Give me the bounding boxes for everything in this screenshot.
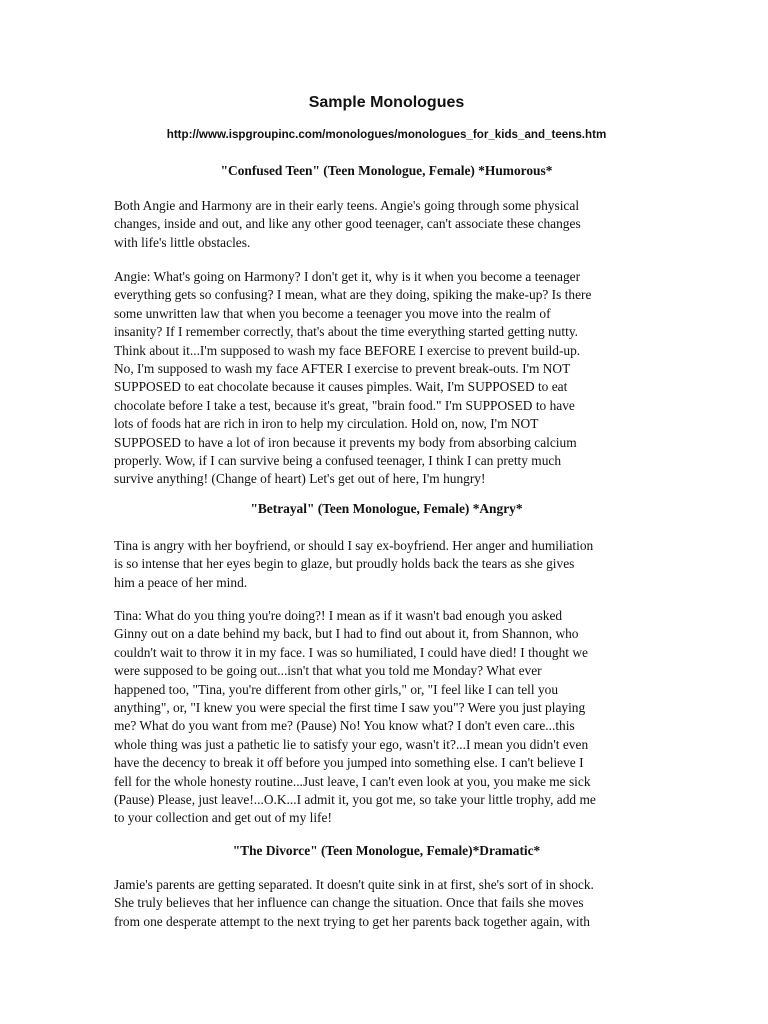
text-line: fell for the whole honesty routine...Just leave, I can't even look at you, you make me sick	[114, 773, 591, 789]
text-line: Tina: What do you thing you're doing?! I mean as if it wasn't bad enough you asked	[114, 608, 563, 623]
text-line: Angie: What's going on Harmony? I don't get it, why is it when you become a teenager	[114, 269, 581, 284]
text-line: Ginny out on a date behind my back, but I had to find out about it, from Shannon, who	[114, 626, 579, 642]
section-intro-the-divorce	[114, 876, 659, 931]
text-line: No, I'm supposed to wash my face AFTER I exercise to prevent break-outs. I'm NOT	[114, 361, 571, 377]
text-line: whole thing was just a pathetic lie to satisfy your ego, wasn't it?...I mean you didn't even	[114, 736, 589, 752]
text-line: Think about it...I'm supposed to wash my face BEFORE I exercise to prevent build-up.	[114, 342, 581, 358]
section-heading-the-divorce: "The Divorce" (Teen Monologue, Female)*Dramatic*	[232, 843, 541, 858]
text-line: SUPPOSED to have a lot of iron because it prevents my body from absorbing calcium	[114, 434, 577, 450]
text-line: me? What do you want from me? (Pause) No! You know what? I don't even care...this	[114, 718, 575, 734]
text-line: is so intense that her eyes begin to glaze, but proudly holds back the tears as she gives	[114, 556, 575, 572]
section-heading-confused-teen: "Confused Teen" (Teen Monologue, Female) *Humorous*	[220, 163, 553, 178]
text-line: were supposed to be going out...isn't that what you told me Monday? What ever	[114, 663, 542, 679]
source-url: http://www.ispgroupinc.com/monologues/monologues_for_kids_and_teens.htm	[166, 128, 607, 141]
monologue-tina	[114, 607, 659, 828]
document-title: Sample Monologues	[308, 94, 465, 111]
text-line: insanity? If I remember correctly, that's about the time everything started getting nutty.	[114, 324, 578, 340]
text-line: some unwritten law that when you become a teenager you move into the realm of	[114, 305, 551, 321]
text-line: changes, inside and out, and like any other good teenager, can't associate these changes	[114, 216, 581, 232]
text-line: properly. Wow, if I can survive being a confused teenager, I think I can pretty much	[114, 453, 562, 469]
section-intro-betrayal	[114, 537, 659, 592]
text-line: anything", or, "I knew you were special the first time I saw you"? Were you just playing	[114, 700, 586, 716]
text-line: couldn't wait to throw it in my face. I was so humiliated, I could have died! I thought we	[114, 644, 588, 660]
text-line: Both Angie and Harmony are in their early teens. Angie's going through some physical	[114, 198, 580, 213]
text-line: to your collection and get out of my life!	[114, 810, 332, 826]
monologue-angie	[114, 268, 659, 489]
text-line: happened too, "Tina, you're different from other girls," or, "I feel like I can tell you	[114, 681, 559, 697]
text-line: chocolate before I take a test, because it's great, "brain food." I'm SUPPOSED to have	[114, 397, 575, 413]
text-line: from one desperate attempt to the next trying to get her parents back together again, with	[114, 913, 590, 929]
text-line: him a peace of her mind.	[114, 574, 248, 590]
section-heading-betrayal: "Betrayal" (Teen Monologue, Female) *Angry*	[250, 501, 523, 516]
text-line: She truly believes that her influence can change the situation. Once that fails she moves	[114, 895, 584, 911]
text-line: everything gets so confusing? I mean, what are they doing, spiking the make-up? Is there	[114, 287, 592, 303]
text-line: lots of foods hat are rich in iron to help my circulation. Hold on, now, I'm NOT	[114, 416, 539, 432]
text-line: survive anything! (Change of heart) Let's get out of here, I'm hungry!	[114, 471, 486, 487]
text-line: Jamie's parents are getting separated. It doesn't quite sink in at first, she's sort of in shock.	[114, 877, 594, 892]
text-line: Tina is angry with her boyfriend, or should I say ex-boyfriend. Her anger and humiliation	[114, 538, 594, 553]
text-line: have the decency to break it off before you jumped into something else. I can't believe I	[114, 755, 584, 771]
text-line: (Pause) Please, just leave!...O.K...I admit it, you got me, so take your little trophy, add me	[114, 792, 596, 808]
text-line: SUPPOSED to eat chocolate because it causes pimples. Wait, I'm SUPPOSED to eat	[114, 379, 568, 395]
section-intro-confused-teen	[114, 197, 659, 252]
text-line: with life's little obstacles.	[114, 234, 251, 250]
